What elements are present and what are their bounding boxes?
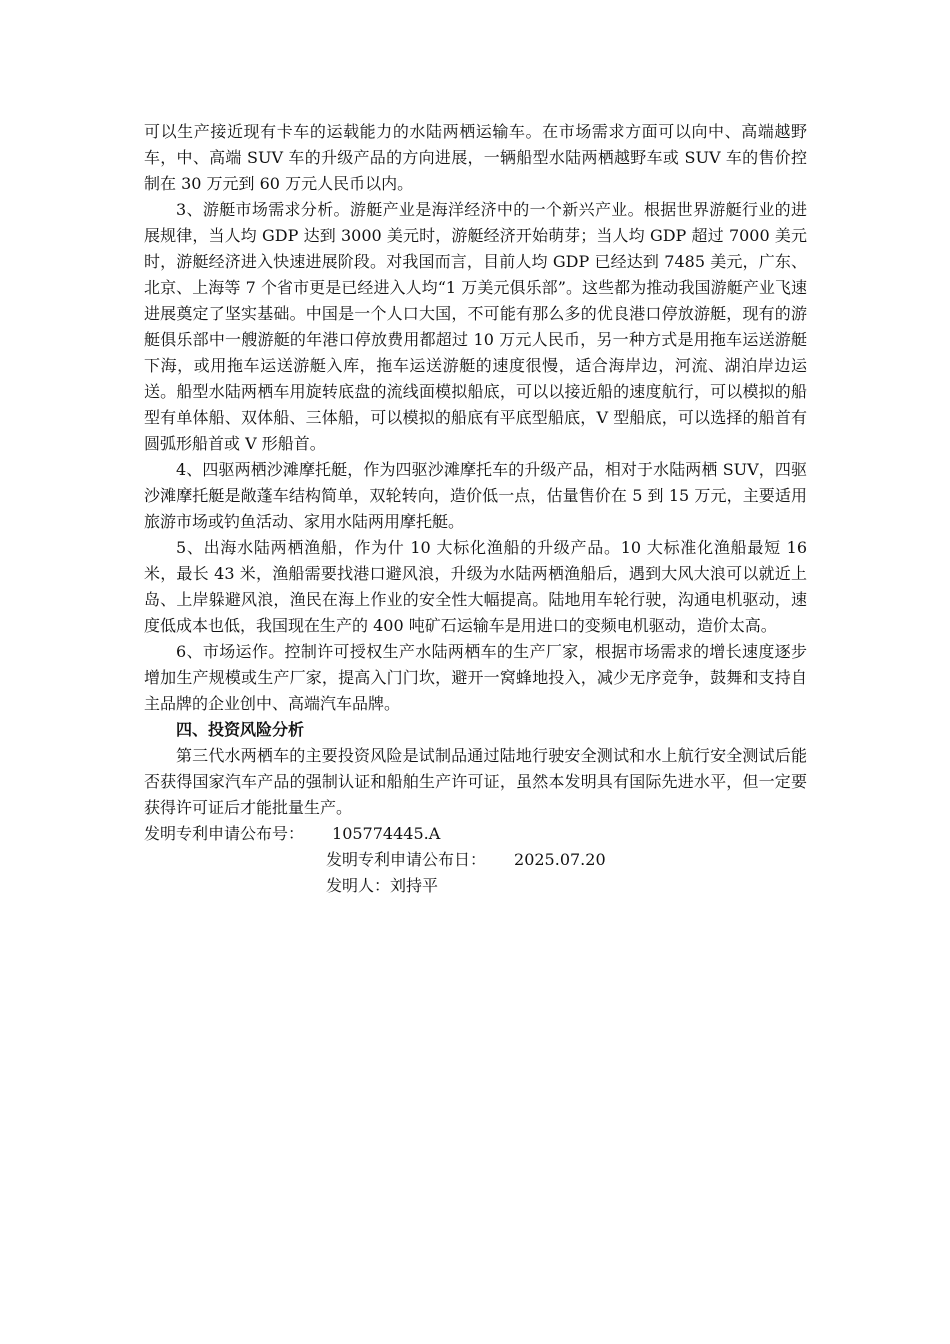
paragraph-beach-motorboat: 4、四驱两栖沙滩摩托艇，作为四驱沙滩摩托车的升级产品，相对于水陆两栖 SUV，四驱沙滩摩托艇是敞蓬车结构简单，双轮转向，造价低一点，估量售价在 5 到 15 万元，主要适用旅游市场或钓鱼活动、家用水陆两用摩托艇。 xyxy=(144,460,807,531)
paragraph-yacht-market: 3、游艇市场需求分析。游艇产业是海洋经济中的一个新兴产业。根据世界游艇行业的进展规律，当人均 GDP 达到 3000 美元时，游艇经济开始萌芽；当人均 GDP 超过 7000 美元时，游艇经济进入快速进展阶段。对我国而言，目前人均 GDP 已经达到 7485 美元，广东、北京、上海等 7 个省市更是已经进入人均“1 万美元俱乐部”。这些都为推动我国游艇产业飞速进展奠定了坚实基础。中国是一个人口大国，不可能有那么多的优良港口停放游艇，现有的游艇俱乐部中一艘游艇的年港口停放费用都超过 10 万元人民币，另一种方式是用拖车运送游艇下海，或用拖车运送游艇入库，拖车运送游艇的速度很慢，适合海岸边，河流、湖泊岸边运送。船型水陆两栖车用旋转底盘的流线面模拟船底，可以以接近船的速度航行，可以模拟的船型有单体船、双体船、三体船，可以模拟的船底有平底型船底，V 型船底，可以选择的船首有圆弧形船首或 V 形船首。 xyxy=(144,200,807,453)
paragraph-fishing-boat: 5、出海水陆两栖渔船，作为什 10 大标化渔船的升级产品。10 大标准化渔船最短 16 米，最长 43 米，渔船需要找港口避风浪，升级为水陆两栖渔船后，遇到大风大浪可以就近上岛、上岸躲避风浪，渔民在海上作业的安全性大幅提高。陆地用车轮行驶，沟通电机驱动，速度低成本也低，我国现在生产的 400 吨矿石运输车是用进口的变频电机驱动，造价太高。 xyxy=(144,538,807,635)
patent-number: 105774445.A xyxy=(332,824,441,843)
inventor-line: 发明人：刘持平 xyxy=(326,876,439,895)
paragraph-market-operation: 6、市场运作。控制许可授权生产水陆两栖车的生产厂家，根据市场需求的增长速度逐步增加生产规模或生产厂家，提高入门门坎，避开一窝蜂地投入，减少无序竞争，鼓舞和支持自主品牌的企业创中、高端汽车品牌。 xyxy=(144,642,807,713)
paragraph-amphibious-truck: 可以生产接近现有卡车的运载能力的水陆两栖运输车。在市场需求方面可以向中、高端越野车，中、高端 SUV 车的升级产品的方向进展，一辆船型水陆两栖越野车或 SUV 车的售价控制在 30 万元到 60 万元人民币以内。 xyxy=(144,122,807,193)
patent-number-line xyxy=(144,821,807,847)
publish-date-label: 发明专利申请公布日： xyxy=(326,850,487,869)
document-page xyxy=(144,119,807,899)
paragraph-risk-analysis: 第三代水两栖车的主要投资风险是试制品通过陆地行驶安全测试和水上航行安全测试后能否获得国家汽车产品的强制认证和船舶生产许可证，虽然本发明具有国际先进水平，但一定要获得许可证后才能批量生产。 xyxy=(144,746,807,817)
publish-date: 2025.07.20 xyxy=(514,850,606,869)
patent-number-label: 发明专利申请公布号： xyxy=(144,824,305,843)
publish-date-line xyxy=(144,847,807,873)
section-heading-risk: 四、投资风险分析 xyxy=(176,720,305,739)
